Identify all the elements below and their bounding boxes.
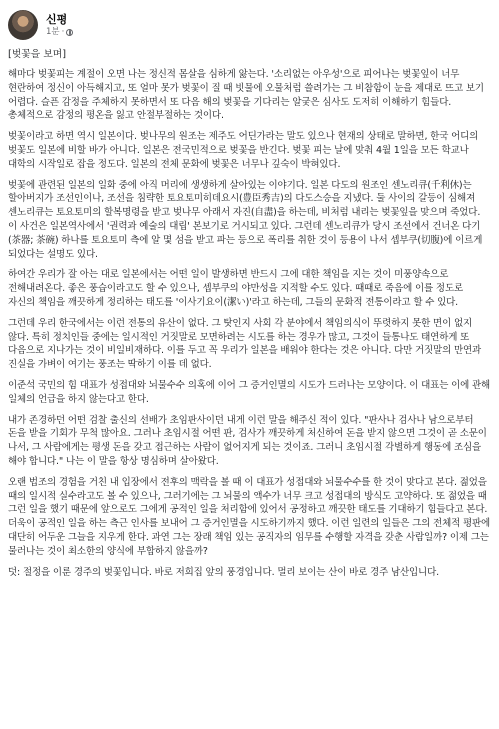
post-paragraph: 이준석 국민의 힘 대표가 성접대와 뇌물수수 의혹에 이어 그 증거인멸의 시도가 드러나는 모양이다. 이 대표는 이에 관해 일체의 언급을 하지 않는다고 한다.: [8, 379, 491, 405]
author-avatar[interactable]: [8, 10, 38, 40]
post-time[interactable]: 1분: [46, 26, 60, 37]
post-meta: [46, 13, 73, 38]
post-subline: [46, 27, 73, 38]
globe-icon[interactable]: [66, 29, 73, 36]
post-paragraph: 내가 존경하던 어떤 검찰 출신의 선배가 초임판사이던 내게 이런 말을 해주신 적이 있다. "판사나 검사나 남으로부터 돈을 받을 기회가 무척 많아요. 그러나 초임시절 어떤 판, 검사가 깨끗하게 처신하여 돈을 받지 않으면 그것이 곧 소문이 나서, 그 사람에게는 평생 돈을 갖고 접근하는 사람이 없어지게 되는 것이죠. 그러니 초임시절 각별하게 행동에 조심을 해야 합니다." 나는 이 말을 항상 명심하며 살아왔다.: [8, 414, 487, 467]
post-paragraph: 해마다 벚꽃피는 계절이 오면 나는 정신적 몸살을 심하게 앓는다. '소리없는 아우성'으로 피어나는 벚꽃잎이 너무 현란하여 정신이 아득해지고, 또 얼마 못가 벚꽃이 질 때 빗물에 오물처럼 쓸려가는 그 비참함이 눈을 제대로 뜨고 보기 어렵다. 슬픈 감정을 주체하지 못하면서 또 다음 해의 벚꽃을 기다리는 알궂은 심사도 도저히 이해하기 힘들다. 총체적으로 감정의 평온을 잃고 안절부절하는 것이다.: [8, 69, 484, 122]
post-paragraph: 벚꽃에 관련된 일본의 일화 중에 아직 머리에 생생하게 살아있는 이야기다. 일본 다도의 원조인 센노리큐(千利休)는 할아버지가 조선인이나, 조선을 침략한 토요토미히데요시(豊臣秀吉)의 다도스승을 지냈다. 둘 사이의 갈등이 심해져 센노리큐는 토요토미의 할복명령을 받고 벚나무 아래서 자진(自盡)을 하는데, 비처럼 내리는 벚꽃잎을 맞으며 죽었다. 이 사건은 일본역사에서 '권력과 예술의 대립' 본보기로 거시되고 있다. 그런데 센노리큐가 당시 조선에서 건너온 다기(茶器; 茶碗) 하나를 토요토미 측에 알 몇 섬을 받고 파는 등으로 폭리를 취한 것이 등용이 나서 셉부쿠(切腹)에 이르게 되었다는 설명도 있다.: [8, 179, 483, 260]
post-body: [8, 68, 491, 579]
post-title: [벚꽃을 보며]: [8, 49, 67, 60]
meta-separator: ·: [61, 26, 65, 37]
post-paragraph: 하여간 우리가 잘 아는 대로 일본에서는 어떤 일이 발생하면 반드시 그에 대한 책임을 지는 것이 미풍양속으로 전해내려온다. 좋은 풍습이라고도 할 수 있으나, 셉부쿠의 야만성을 지적할 수도 있다. 때때로 죽음에 이를 정도로 자신의 책임을 깨끗하게 정리하는 태도를 '이사기요이(潔い)'라고 하는데, 그들의 문화적 전통이라고 할 수 있다.: [8, 269, 464, 308]
post-paragraph: 그런데 우리 한국에서는 이런 전통의 유산이 없다. 그 탓인지 사회 각 분야에서 책임의식이 뚜렷하지 못한 면이 없지 않다. 특히 정치인들 중에는 일시적인 거짓말로 모면하려는 시도를 하는 경우가 많고, 그것이 들통나도 태연하게 또 다음으로 지나가는 것이 비일비재하다. 이를 두고 꼭 우리가 일본을 배워야 한다는 것은 아니다. 다만 거짓말의 만연과 진실을 가벼이 여기는 풍조는 딱하기 이를 데 없다.: [8, 317, 482, 371]
post-header: [8, 8, 491, 42]
post-paragraph: 오랜 법조의 경험을 거친 내 입장에서 전후의 맥락을 볼 때 이 대표가 성접대와 뇌물수수를 한 것이 맞다고 본다. 젊었을 때의 일시적 실수라고도 볼 수 있으나, 그러기에는 그 뇌물의 액수가 너무 크고 성접대의 방식도 고약하다. 또 젊었을 때 그런 일을 했기 때문에 앞으로도 그에게 공적인 일을 처리함에 있어서 공정하고 깨끗한 태도를 기대하기 힘들다고 본다. 더욱이 공적인 일을 하는 측근 인사를 보내어 그 증거인멸을 시도하기까지 했다. 이런 일련의 일들은 그의 전체적 평판에 대단히 어두운 그늘을 지우게 한다. 과연 그는 장래 책임 있는 공직자의 임무를 수행할 자격을 갖춘 사람일까? 이제 그는 물러나는 것이 최소한의 양식에 부합하지 않을까?: [8, 476, 491, 557]
post-paragraph: 벚꽃이라고 하면 역시 일본이다. 벚나무의 원조는 제주도 어딘가라는 말도 있으나 현재의 상태로 말하면, 한국 어디의 벚꽃도 일본에 비할 바가 아니다. 일본은 전국민적으로 벚꽃을 반긴다. 벚꽃 피는 날에 맞춰 4월 1일을 모든 학교나 대학의 시작일로 잡을 정도다. 일본의 전체 문화에 벚꽃은 너무나 깊숙이 박혀있다.: [8, 131, 479, 170]
author-name[interactable]: 신평: [46, 12, 68, 26]
post-paragraph: 덧: 절정을 이룬 경주의 벚꽃입니다. 바로 저희집 앞의 풍경입니다. 멀리 보이는 산이 바로 경주 남산입니다.: [8, 566, 439, 578]
